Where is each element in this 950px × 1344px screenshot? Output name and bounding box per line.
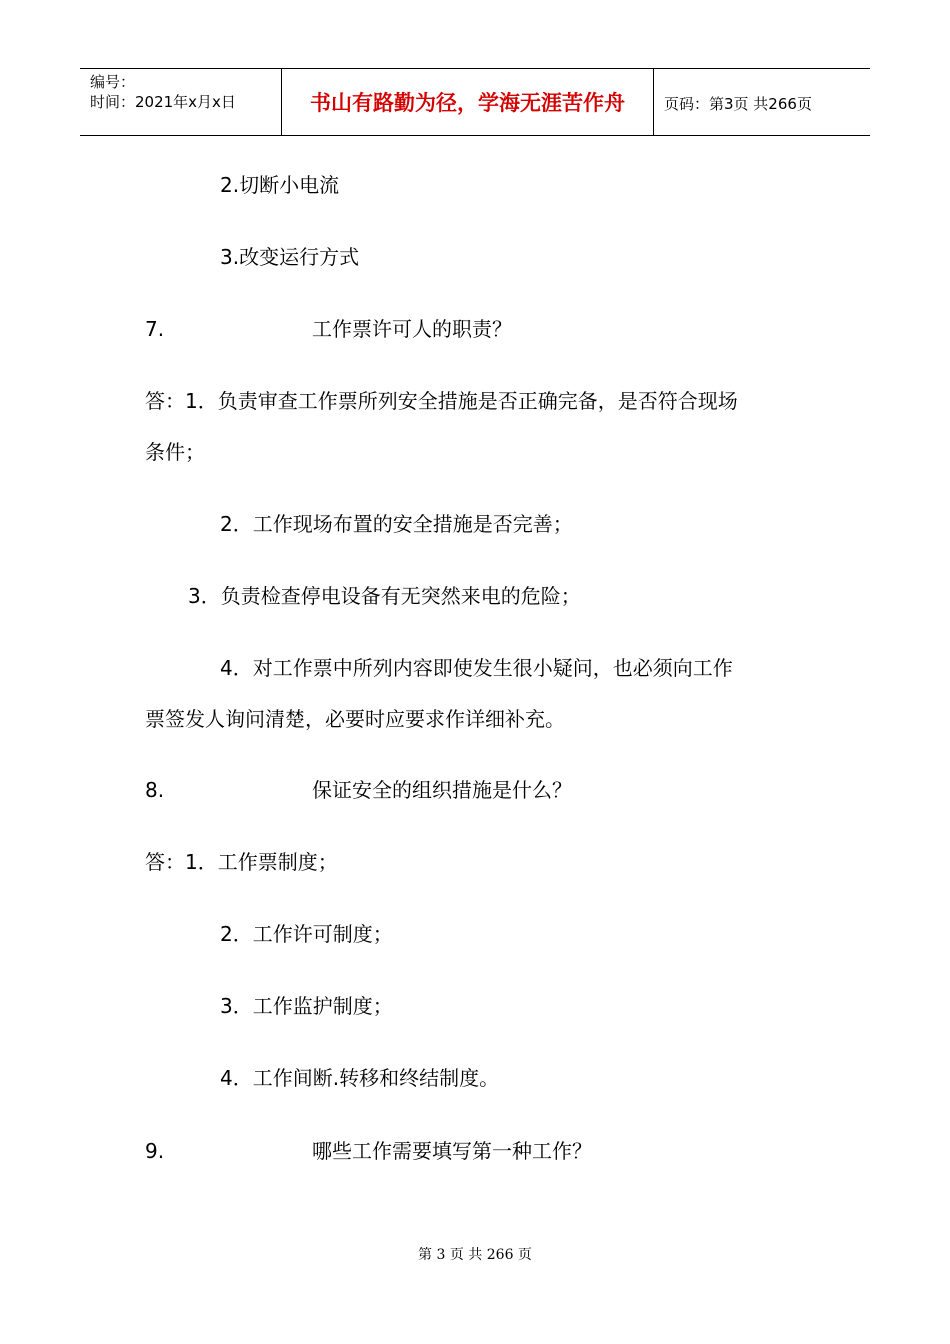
question-number: 8. <box>145 778 165 802</box>
header-left-cell <box>80 69 281 135</box>
question-text: 保证安全的组织措施是什么？ <box>312 778 572 802</box>
page-footer: 第 3 页 共 266 页 <box>418 1247 532 1263</box>
answer-line: 答：1．负责审查工作票所列安全措施是否正确完备，是否符合现场 <box>145 389 738 413</box>
text-line: 3.改变运行方式 <box>220 245 360 269</box>
answer-line: 2．工作现场布置的安全措施是否完善； <box>220 512 573 536</box>
answer-line: 3．工作监护制度； <box>220 994 393 1018</box>
header-page-info: 页码：第3页 共266页 <box>664 95 812 113</box>
answer-line: 条件； <box>145 440 205 464</box>
text-line: 2.切断小电流 <box>220 173 340 197</box>
header-motto-cell <box>281 69 654 135</box>
answer-line: 4．工作间断.转移和终结制度。 <box>220 1066 500 1090</box>
page-header <box>80 68 870 136</box>
question-number: 9. <box>145 1139 165 1163</box>
answer-line: 3．负责检查停电设备有无突然来电的危险； <box>188 584 581 608</box>
answer-line: 2．工作许可制度； <box>220 922 393 946</box>
document-number-label: 编号： <box>90 73 136 91</box>
question-text: 哪些工作需要填写第一种工作？ <box>312 1139 592 1163</box>
answer-line: 4．对工作票中所列内容即使发生很小疑问，也必须向工作 <box>220 656 733 680</box>
question-text: 工作票许可人的职责？ <box>312 317 512 341</box>
document-time-label: 时间：2021年x月x日 <box>90 93 236 111</box>
answer-line: 票签发人询问清楚，必要时应要求作详细补充。 <box>145 707 565 731</box>
answer-line: 答：1．工作票制度； <box>145 850 338 874</box>
question-number: 7. <box>145 317 165 341</box>
header-motto: 书山有路勤为径，学海无涯苦作舟 <box>310 91 625 115</box>
header-right-cell <box>654 69 870 135</box>
